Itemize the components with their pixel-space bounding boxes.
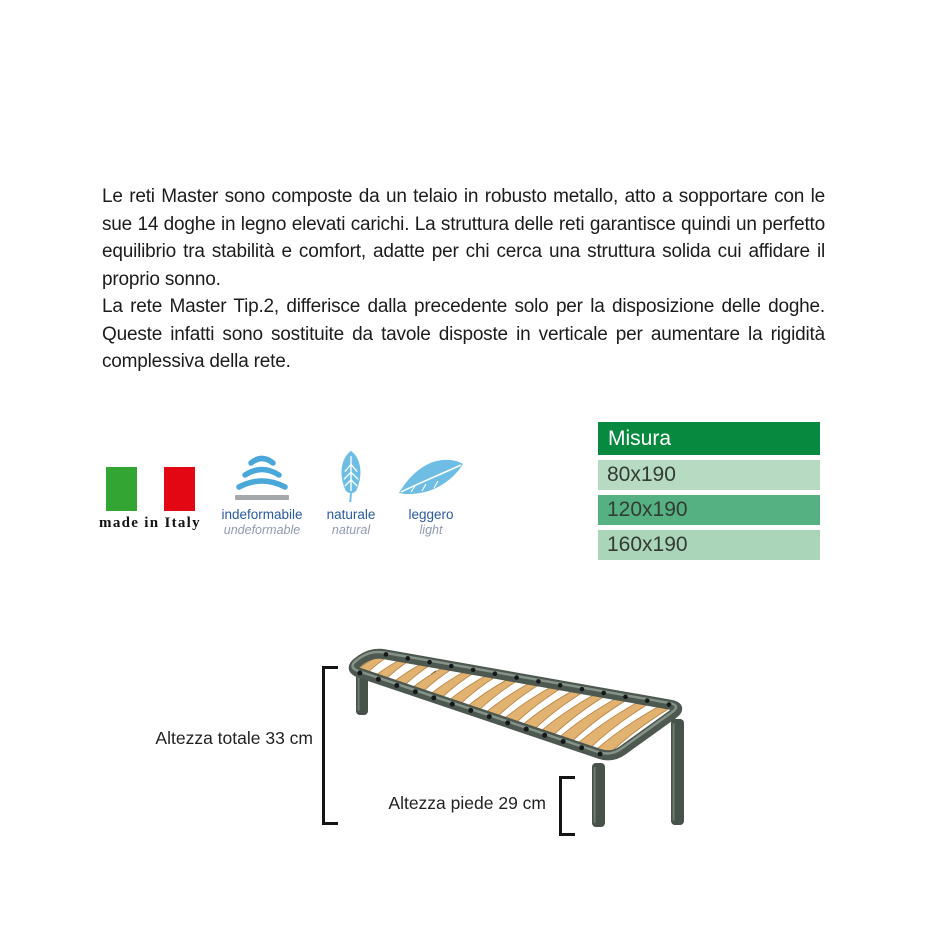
description-paragraph-1: Le reti Master sono composte da un telaio in robusto metallo, atto a sopportare con le sue 14 doghe in legno elevati carichi. La struttura delle reti garantisce quindi un perfetto equilibrio tra stabilità e comfort, adatte per chi cerca una struttura solida cui affidare il proprio sonno. — [102, 186, 825, 290]
natural-sublabel: natural — [331, 523, 371, 537]
size-table — [598, 422, 820, 565]
light-sublabel: light — [419, 523, 443, 537]
size-row-120x190: 120x190 — [598, 495, 820, 525]
elasticity-arcs-icon — [212, 450, 312, 504]
total-height-label: Altezza totale 33 cm — [155, 728, 313, 748]
feature-indeformabile — [212, 450, 312, 537]
naturale-label: naturale — [326, 507, 376, 522]
size-row-80x190: 80x190 — [598, 460, 820, 490]
total-height-bracket — [322, 666, 338, 825]
size-table-header: Misura — [598, 422, 820, 455]
flag-green-band — [106, 467, 137, 511]
size-row-160x190: 160x190 — [598, 530, 820, 560]
undeformable-sublabel: undeformable — [223, 523, 301, 537]
italian-flag-icon — [97, 467, 203, 511]
feature-leggero — [381, 450, 481, 537]
product-description — [102, 183, 825, 376]
flag-red-band — [164, 467, 195, 511]
feather-icon — [381, 450, 481, 504]
description-paragraph-2: La rete Master Tip.2, differisce dalla precedente solo per la disposizione delle doghe. Queste infatti sono sostituite da tavole disposte in verticale per aumentare la rigidità complessiva della rete. — [102, 296, 825, 372]
feature-made-in-italy — [97, 467, 203, 532]
leggero-label: leggero — [408, 507, 454, 522]
indeformabile-label: indeformabile — [221, 507, 303, 522]
foot-height-label: Altezza piede 29 cm — [388, 793, 546, 813]
made-in-italy-label: made in Italy — [99, 515, 201, 531]
foot-height-bracket — [559, 776, 575, 836]
